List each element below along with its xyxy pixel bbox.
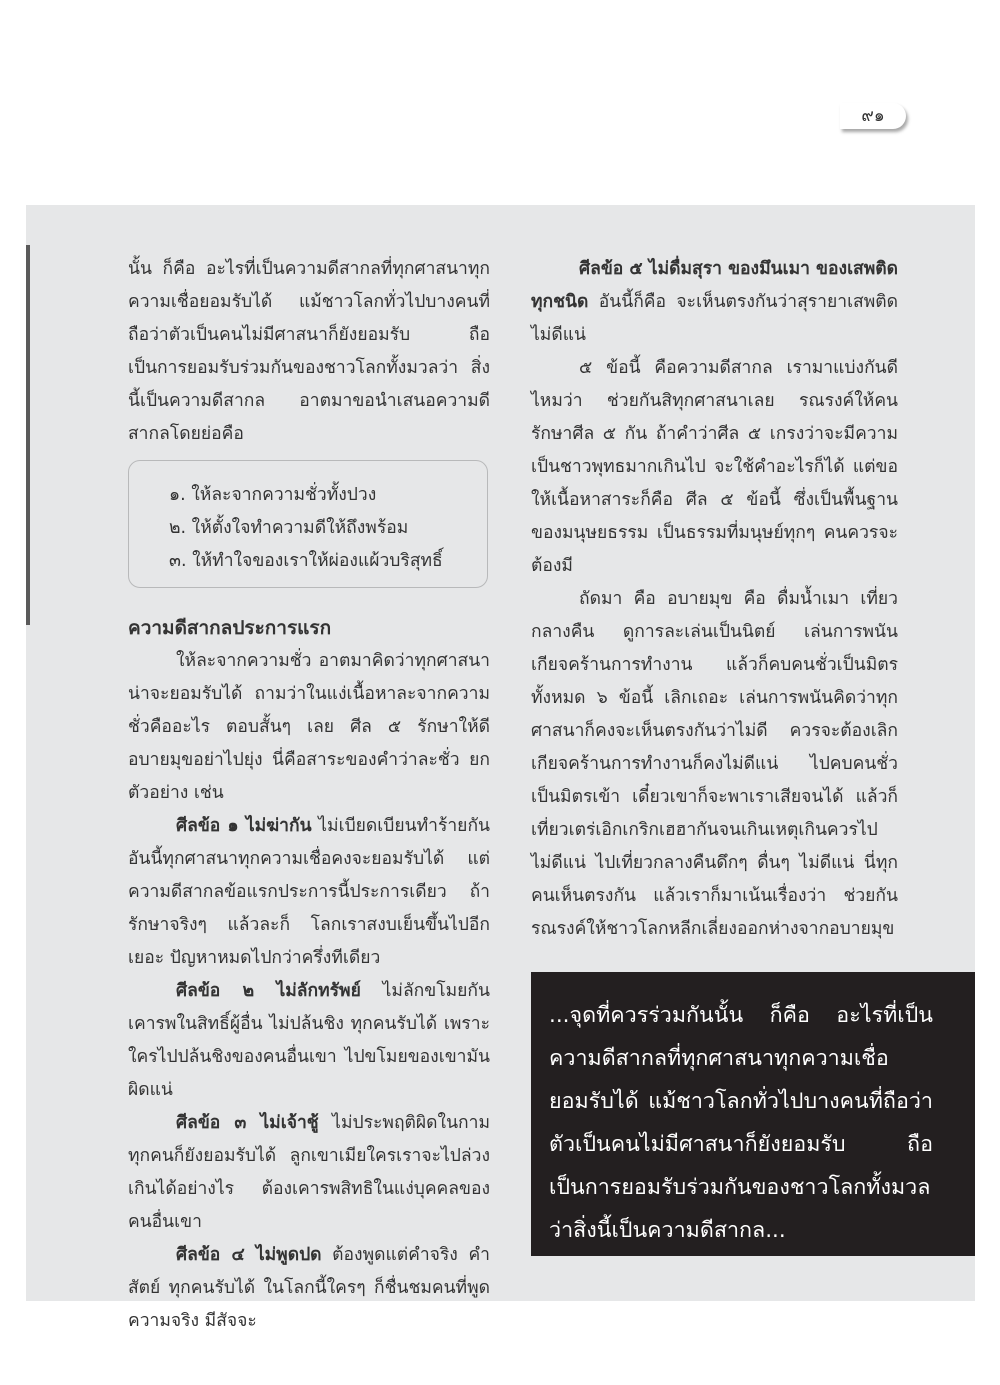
left-column-intro: [128, 253, 490, 451]
right-column: [531, 253, 898, 946]
left-column-body: [128, 612, 490, 1338]
precept-text: ไม่ลักขโมยกัน เคารพในสิทธิ์ผู้อื่น ไม่ปล้นชิง ทุกคนรับได้ เพราะใครไปปล้นชิงของคนอื่นเขา ไปขโมยของเขามันผิดแน่: [128, 981, 490, 1100]
section-heading: ความดีสากลประการแรก: [128, 617, 332, 639]
precept-paragraph: [128, 975, 490, 1107]
pull-quote: ...จุดที่ควรร่วมกันนั้น ก็คือ อะไรที่เป็นความดีสากลที่ทุกศาสนาทุกความเชื่อยอมรับได้ แม้ชาวโลกทั่วไปบางคนที่ถือว่าตัวเป็นคนไม่มีศาสนาก็ยังยอมรับ ถือเป็นการยอมรับร่วมกันของชาวโลกทั้งมวลว่าสิ่งนี้เป็นความดีสากล...: [549, 1003, 933, 1243]
pull-quote-box: [531, 972, 975, 1256]
page-number: ๙๑: [861, 106, 885, 126]
summary-item: ๑. ให้ละจากความชั่วทั้งปวง: [169, 485, 377, 505]
summary-item: ๒. ให้ตั้งใจทำความดีให้ถึงพร้อม: [169, 518, 409, 538]
universal-good-paragraph: ๕ ข้อนี้ คือความดีสากล เรามาแบ่งกันดีไหมว่า ช่วยกันสิทุกศาสนาเลย รณรงค์ให้คนรักษาศีล ๕ กัน ถ้าคำว่าศีล ๕ เกรงว่าจะมีความเป็นชาวพุทธมากเกินไป จะใช้คำอะไรก็ได้ แต่ขอให้เนื้อหาสาระก็คือ ศีล ๕ ข้อนี้ ซึ่งเป็นพื้นฐานของมนุษยธรรม เป็นธรรมที่มนุษย์ทุกๆ คนควรจะต้องมี: [531, 358, 898, 576]
precept-title: ศีลข้อ ๓ ไม่เจ้าชู้: [176, 1113, 319, 1133]
summary-box: [128, 460, 488, 588]
precept5-title: ศีลข้อ ๕ ไม่ดื่มสุรา ของมึนเมา ของเสพติดทุกชนิด: [531, 259, 898, 312]
page-number-tab: [840, 103, 906, 129]
precept-paragraph: [128, 810, 490, 975]
precept-title: ศีลข้อ ๔ ไม่พูดปด: [176, 1245, 322, 1265]
intro-paragraph: นั้น ก็คือ อะไรที่เป็นความดีสากลที่ทุกศาสนาทุกความเชื่อยอมรับได้ แม้ชาวโลกทั่วไปบางคนที่ถือว่าตัวเป็นคนไม่มีศาสนาก็ยังยอมรับ ถือเป็นการยอมรับร่วมกันของชาวโลกทั้งมวลว่า สิ่งนี้เป็นความดีสากล อาตมาขอนำเสนอความดีสากลโดยย่อคือ: [128, 259, 490, 444]
precept-title: ศีลข้อ ๑ ไม่ฆ่ากัน: [176, 816, 312, 836]
precept5-paragraph: [531, 253, 898, 352]
section-paragraph: ให้ละจากความชั่ว อาตมาคิดว่าทุกศาสนาน่าจะยอมรับได้ ถามว่าในแง่เนื้อหาละจากความชั่วคืออะไร ตอบสั้นๆ เลย ศีล ๕ รักษาให้ดี อบายมุขอย่าไปยุ่ง นี่คือสาระของคำว่าละชั่ว ยกตัวอย่าง เช่น: [128, 651, 490, 803]
precept-paragraph: [128, 1239, 490, 1338]
precept5-text: อันนี้ก็คือ จะเห็นตรงกันว่าสุรายาเสพติดไม่ดีแน่: [531, 292, 898, 345]
precept-title: ศีลข้อ ๒ ไม่ลักทรัพย์: [176, 981, 361, 1001]
precept-paragraph: [128, 1107, 490, 1239]
summary-item: ๓. ให้ทำใจของเราให้ผ่องแผ้วบริสุทธิ์: [169, 551, 443, 571]
precept-text: ต้องพูดแต่คำจริง คำสัตย์ ทุกคนรับได้ ในโลกนี้ใครๆ ก็ชื่นชมคนที่พูดความจริง มีสัจจะ: [128, 1245, 490, 1331]
side-rule: [26, 245, 30, 625]
precept-text: ไม่ประพฤติผิดในกาม ทุกคนก็ยังยอมรับได้ ลูกเขาเมียใครเราจะไปล่วงเกินได้อย่างไร ต้องเคารพสิทธิในแง่บุคคลของคนอื่นเขา: [128, 1113, 491, 1232]
precept-text: ไม่เบียดเบียนทำร้ายกัน อันนี้ทุกศาสนาทุกความเชื่อคงจะยอมรับได้ แต่ความดีสากลข้อแรกประการนี้ประการเดียว ถ้ารักษาจริงๆ แล้วละก็ โลกเราสงบเย็นขึ้นไปอีกเยอะ ปัญหาหมดไปกว่าครึ่งทีเดียว: [128, 816, 490, 968]
vices-paragraph: ถัดมา คือ อบายมุข คือ ดื่มน้ำเมา เที่ยวกลางคืน ดูการละเล่นเป็นนิตย์ เล่นการพนัน เกียจคร้านการทำงาน แล้วก็คบคนชั่วเป็นมิตร ทั้งหมด ๖ ข้อนี้ เลิกเถอะ เล่นการพนันคิดว่าทุกศาสนาก็คงจะเห็นตรงกันว่าไม่ดี ควรจะต้องเลิก เกียจคร้านการทำงานก็คงไม่ดีแน่ ไปคบคนชั่วเป็นมิตรเข้า เดี๋ยวเขาก็จะพาเราเสียจนได้ แล้วก็เที่ยวเตร่เอิกเกริกเฮฮากันจนเกินเหตุเกินควรไปไม่ดีแน่ ไปเที่ยวกลางคืนดึกๆ ดื่นๆ ไม่ดีแน่ นี่ทุกคนเห็นตรงกัน แล้วเราก็มาเน้นเรื่องว่า ช่วยกันรณรงค์ให้ชาวโลกหลีกเลี่ยงออกห่างจากอบายมุข: [531, 589, 898, 939]
